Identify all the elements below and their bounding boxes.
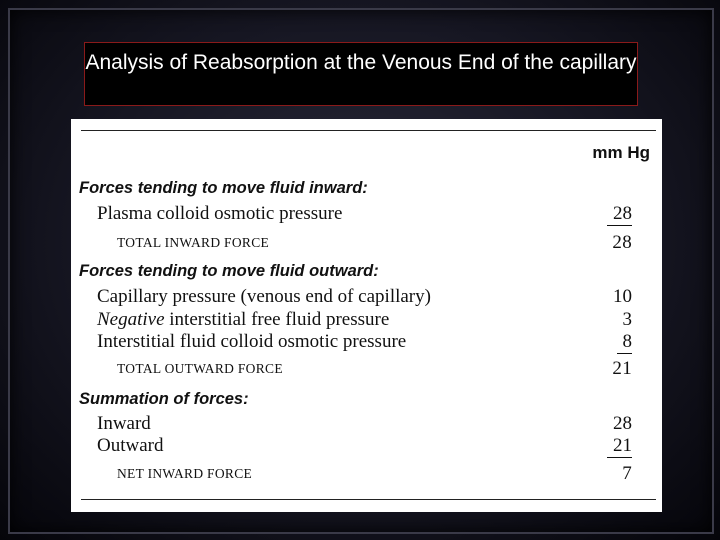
total-row	[117, 463, 632, 484]
row-value: 28	[613, 413, 632, 434]
table-top-rule	[81, 130, 656, 131]
table-row	[97, 331, 632, 353]
section-heading-outward: Forces tending to move fluid outward:	[79, 262, 379, 280]
total-row	[117, 232, 632, 253]
total-label: TOTAL INWARD FORCE	[117, 235, 270, 250]
table-row	[97, 413, 632, 435]
row-label: Interstitial fluid colloid osmotic pressure	[97, 331, 407, 352]
total-label: NET INWARD FORCE	[117, 466, 253, 481]
row-value: 8	[617, 331, 633, 354]
row-value: 10	[613, 286, 632, 307]
row-label	[97, 309, 389, 330]
section-heading-inward: Forces tending to move fluid inward:	[79, 179, 368, 197]
table-row	[97, 203, 632, 225]
total-value: 28	[612, 232, 632, 253]
unit-header: mm Hg	[592, 143, 650, 162]
section-heading-summation: Summation of forces:	[79, 390, 249, 408]
row-label: Inward	[97, 413, 151, 434]
table-row	[97, 435, 632, 457]
row-label-rest: interstitial free fluid pressure	[164, 309, 390, 330]
row-label: Plasma colloid osmotic pressure	[97, 203, 343, 224]
table-bottom-rule	[81, 499, 656, 500]
total-value: 21	[612, 358, 632, 379]
total-row	[117, 358, 632, 379]
table-row	[97, 286, 632, 308]
slide-title: Analysis of Reabsorption at the Venous End of the capillary	[84, 42, 638, 106]
row-value: 28	[607, 203, 632, 226]
total-label: TOTAL OUTWARD FORCE	[117, 361, 283, 376]
table-row	[97, 309, 632, 331]
row-value: 21	[607, 435, 632, 458]
row-label-emphasis: Negative	[97, 309, 165, 330]
row-label: Outward	[97, 435, 164, 456]
row-value: 3	[622, 309, 632, 330]
row-label: Capillary pressure (venous end of capillary)	[97, 286, 431, 307]
total-value: 7	[622, 463, 632, 484]
forces-table	[71, 119, 662, 512]
